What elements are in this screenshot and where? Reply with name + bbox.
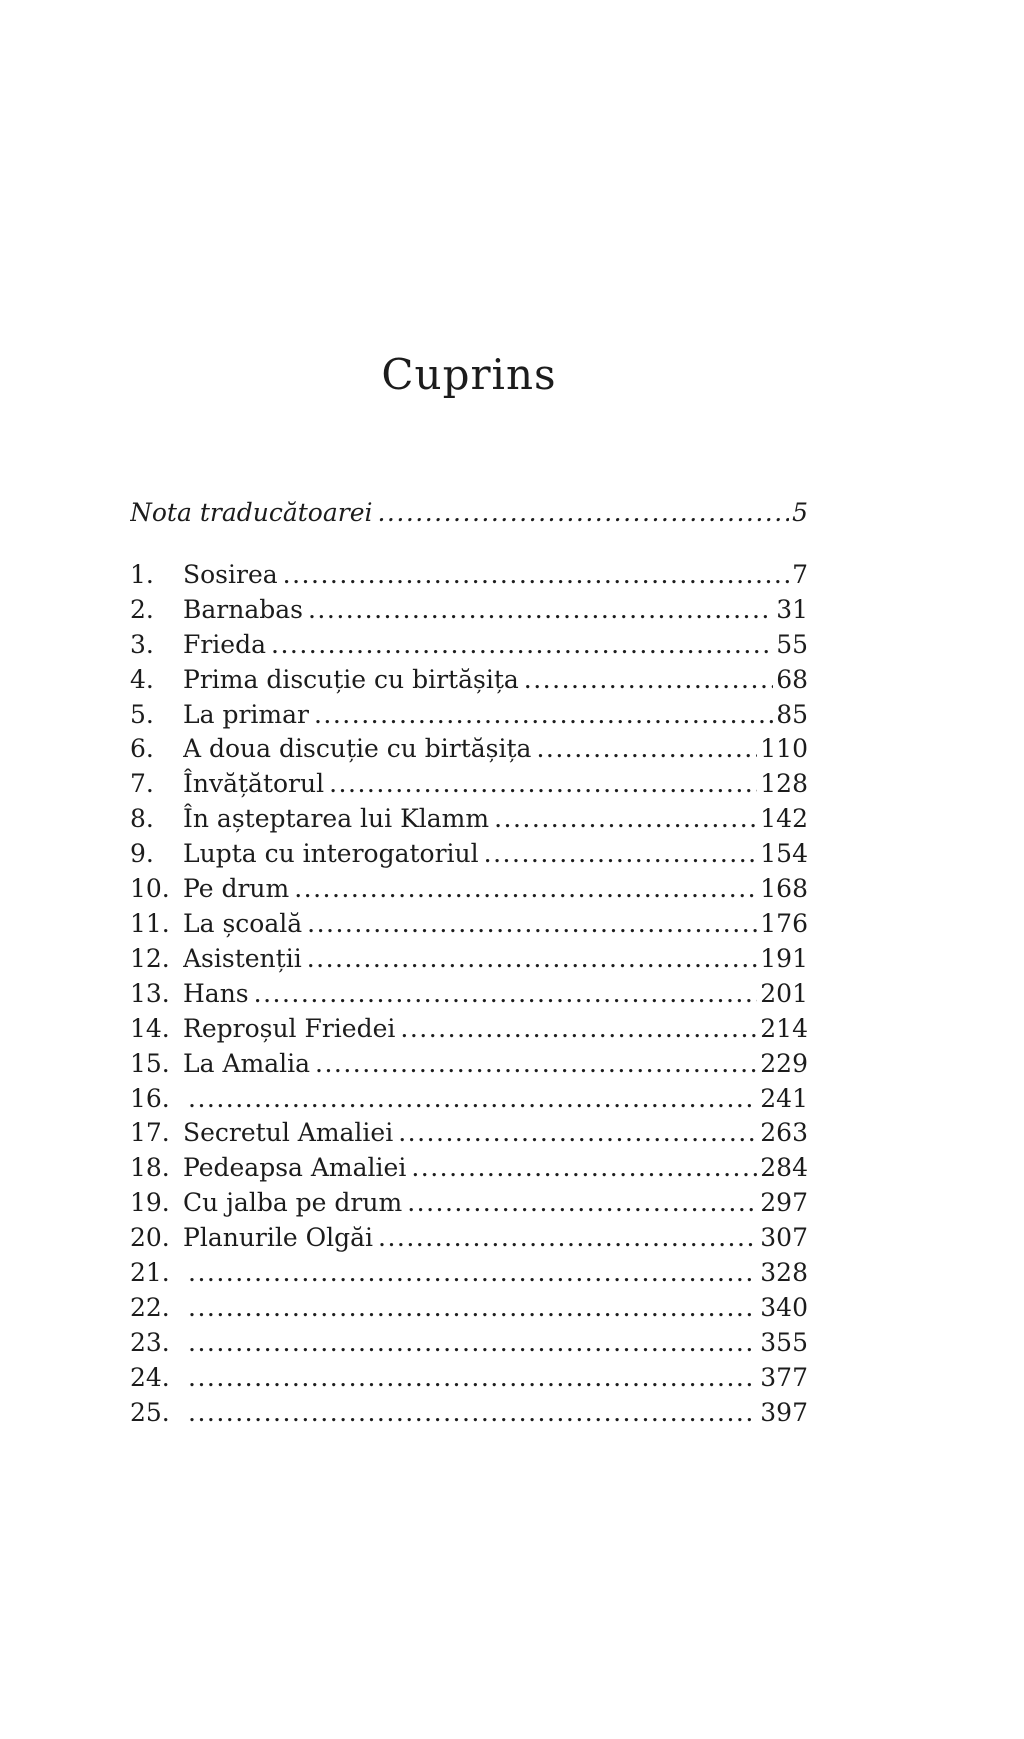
toc-dot-leader [307, 942, 758, 977]
toc-entry [130, 802, 808, 837]
toc-entry-number: 12. [130, 943, 170, 973]
toc-entry-page: 168 [760, 874, 808, 904]
toc-entry-title: Hans [183, 978, 249, 1008]
toc-entry [130, 1361, 808, 1396]
toc-entry-number: 15. [130, 1048, 170, 1078]
toc-entry-number: 22. [130, 1292, 170, 1322]
toc-entry [130, 1116, 808, 1151]
toc-dot-leader [484, 837, 758, 872]
toc-entry [130, 942, 808, 977]
toc-entry-number: 2. [130, 594, 154, 624]
toc-entry [130, 1012, 808, 1047]
toc-entry-page: 176 [760, 908, 808, 938]
toc-entry-page: 7 [792, 559, 808, 589]
toc-entry-title: Frieda [183, 629, 266, 659]
toc-entry-title: Sosirea [183, 559, 278, 589]
toc-entry-number: 21. [130, 1258, 170, 1288]
toc-dot-leader [188, 1082, 757, 1117]
toc-entry-page: 229 [760, 1048, 808, 1078]
toc-dot-leader [524, 663, 773, 698]
toc-entry-number: 24. [130, 1362, 170, 1392]
toc-entry-page: 355 [760, 1327, 808, 1357]
toc-entry-number: 25. [130, 1397, 170, 1427]
toc-dot-leader [411, 1151, 757, 1186]
page-title: Cuprins [381, 350, 557, 399]
toc-entry [130, 732, 808, 767]
toc-dot-leader [308, 593, 773, 628]
toc-entry [130, 698, 808, 733]
toc-entry [130, 837, 808, 872]
toc-dot-leader [188, 1326, 757, 1361]
toc-entry-number: 17. [130, 1118, 170, 1148]
toc-entry [130, 1396, 808, 1431]
toc-entry-title: La școală [183, 908, 303, 938]
toc-entry [130, 1221, 808, 1256]
toc-dot-leader [536, 732, 757, 767]
toc-entry-page: 297 [760, 1188, 808, 1218]
toc-entry [130, 1047, 808, 1082]
toc-entry-number: 4. [130, 664, 154, 694]
toc-entry [130, 907, 808, 942]
toc-dot-leader [314, 698, 773, 733]
toc-entry-number: 3. [130, 629, 154, 659]
toc-preface-title: Nota traducătoarei [130, 498, 373, 527]
toc-entry-page: 263 [760, 1118, 808, 1148]
toc-entry-title: În așteptarea lui Klamm [183, 804, 490, 834]
toc-entry-page: 328 [760, 1258, 808, 1288]
toc-entry-page: 214 [760, 1013, 808, 1043]
toc-entry-page: 241 [760, 1083, 808, 1113]
toc-entry-page: 154 [760, 839, 808, 869]
toc-entry-page: 31 [776, 594, 808, 624]
toc-entry [130, 593, 808, 628]
toc-entry-title: A doua discuție cu birtășița [183, 734, 532, 764]
toc-dot-leader [407, 1186, 757, 1221]
toc-entry-page: 68 [776, 664, 808, 694]
toc-dot-leader [398, 1116, 757, 1151]
toc-dot-leader [254, 977, 758, 1012]
toc-entry [130, 628, 808, 663]
toc-entry-page: 377 [760, 1362, 808, 1392]
toc-entry-number: 20. [130, 1223, 170, 1253]
toc-entry-number: 16. [130, 1083, 170, 1113]
toc-entry-page: 142 [760, 804, 808, 834]
toc-entry-page: 307 [760, 1223, 808, 1253]
toc-entry-title: Barnabas [183, 594, 303, 624]
toc-dot-leader [271, 628, 773, 663]
toc-dot-leader [294, 872, 757, 907]
toc-entry-title: Reproșul Friedei [183, 1013, 396, 1043]
toc-entry [130, 1326, 808, 1361]
toc-entry-title: Cu jalba pe drum [183, 1188, 403, 1218]
toc-entry-title: La primar [183, 699, 309, 729]
toc-entry [130, 558, 808, 593]
toc-dot-leader [307, 907, 757, 942]
toc-entry-number: 7. [130, 769, 154, 799]
toc-dot-leader [188, 1396, 757, 1431]
toc-entry-number: 10. [130, 874, 170, 904]
toc-entry-page: 397 [760, 1397, 808, 1427]
toc-entry-page: 55 [776, 629, 808, 659]
toc-dot-leader [494, 802, 757, 837]
toc-entry [130, 1151, 808, 1186]
toc-entry-page: 128 [760, 769, 808, 799]
toc-dot-leader [188, 1291, 757, 1326]
toc-dot-leader [315, 1047, 757, 1082]
toc-entry-title: La Amalia [183, 1048, 311, 1078]
toc-entry-page: 284 [760, 1153, 808, 1183]
toc-dot-leader [378, 1221, 757, 1256]
toc-entry-title: Lupta cu interogatoriul [183, 839, 479, 869]
toc-entry-number: 14. [130, 1013, 170, 1043]
toc-entry-number: 1. [130, 559, 154, 589]
toc-entry [130, 1256, 808, 1291]
toc-dot-leader [400, 1012, 757, 1047]
toc-entry-title: Planurile Olgăi [183, 1223, 374, 1253]
toc-entry-page: 340 [760, 1292, 808, 1322]
toc-entry-title: Pe drum [183, 874, 290, 904]
toc-preface-page: 5 [792, 498, 808, 527]
toc-entry-number: 11. [130, 908, 170, 938]
toc-entry [130, 977, 808, 1012]
toc-entry [130, 1186, 808, 1221]
toc-entry-page: 85 [776, 699, 808, 729]
toc-entry-number: 5. [130, 699, 154, 729]
toc-entry-page: 191 [760, 943, 808, 973]
toc-entry-page: 201 [760, 978, 808, 1008]
toc-entry-number: 13. [130, 978, 170, 1008]
toc-entry-number: 8. [130, 804, 154, 834]
toc-entry [130, 1291, 808, 1326]
toc-entry-title: Pedeapsa Amaliei [183, 1153, 407, 1183]
toc-content [130, 0, 808, 1431]
toc-entry-preface [130, 496, 808, 531]
toc-entry [130, 1082, 808, 1117]
toc-entry-title: Prima discuție cu birtășița [183, 664, 519, 694]
toc-entry-number: 9. [130, 839, 154, 869]
toc-entry [130, 663, 808, 698]
toc-dot-leader [377, 496, 789, 531]
toc-entry [130, 872, 808, 907]
toc-entry-page: 110 [760, 734, 808, 764]
toc-entries [130, 558, 808, 1431]
toc-dot-leader [283, 558, 789, 593]
toc-entry-number: 23. [130, 1327, 170, 1357]
toc-entry-title: Învățătorul [183, 769, 325, 799]
toc-entry-title: Secretul Amaliei [183, 1118, 394, 1148]
toc-entry-number: 18. [130, 1153, 170, 1183]
toc-entry-number: 19. [130, 1188, 170, 1218]
toc-dot-leader [329, 767, 757, 802]
toc-entry [130, 767, 808, 802]
toc-dot-leader [188, 1361, 757, 1396]
toc-entry-title: Asistenții [183, 943, 302, 973]
toc-entry-number: 6. [130, 734, 154, 764]
toc-dot-leader [188, 1256, 757, 1291]
